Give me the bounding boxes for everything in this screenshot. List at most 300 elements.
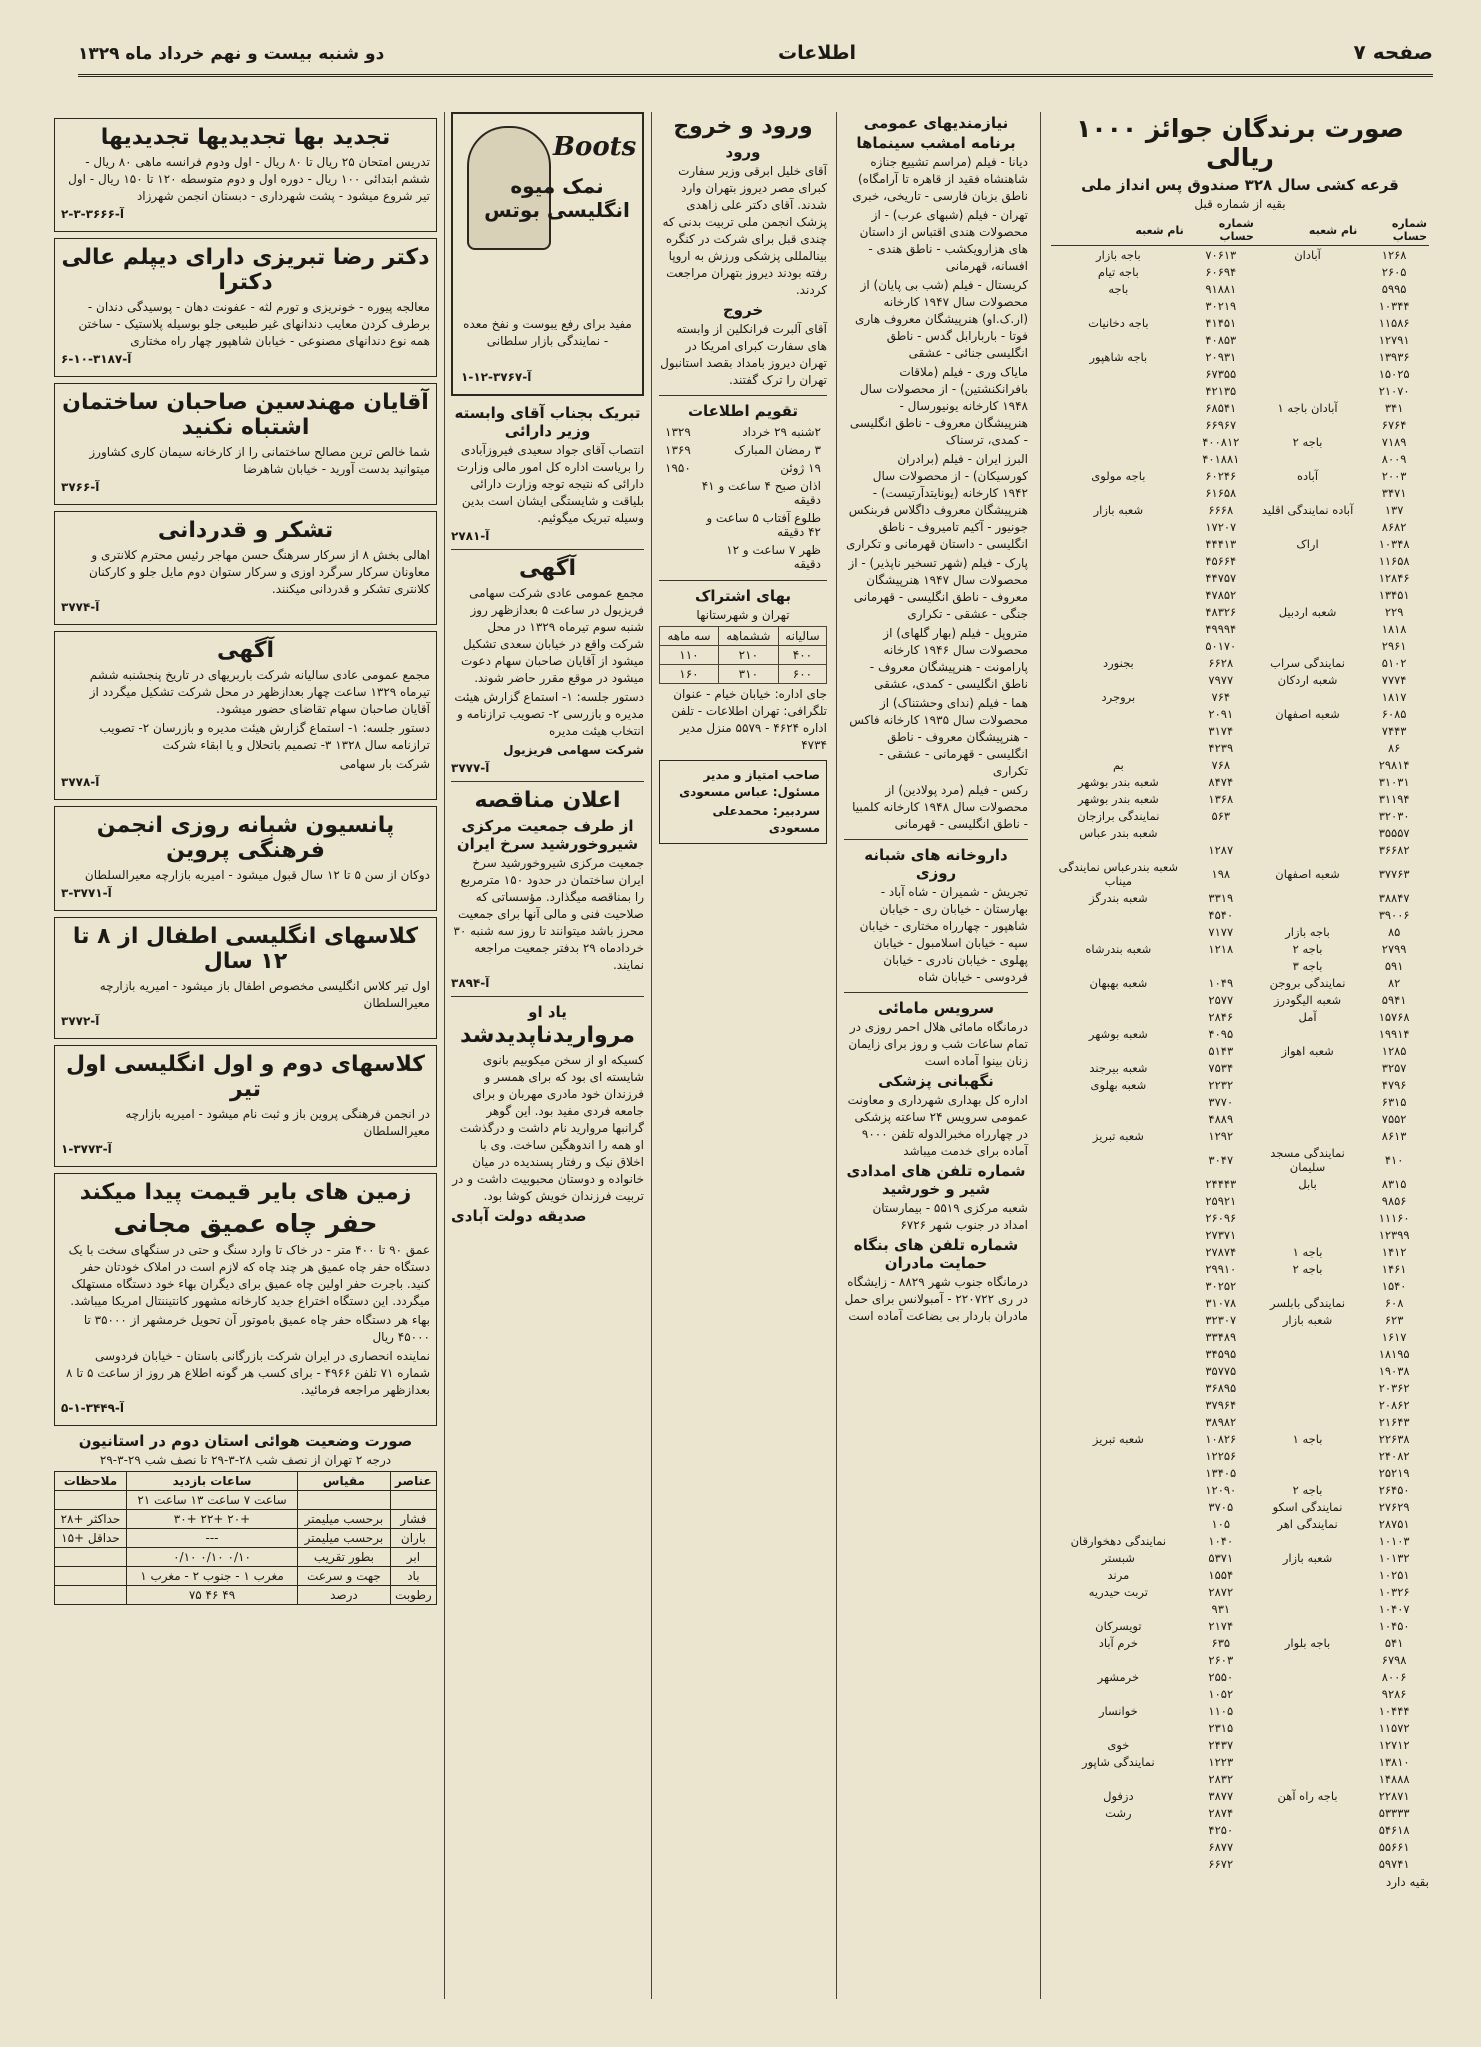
news-column [653,112,833,850]
calendar-cell: ۲شنبه ۲۹ خرداد [742,425,821,439]
table-cell: ۵۰۱۷۰ [1205,638,1237,653]
table-cell: ۱۲۲۵۶ [1205,1448,1237,1463]
classified-ad [54,917,437,1039]
table-cell: شعبه بیرجند [1089,1060,1148,1075]
table-row [1051,722,1429,739]
ad-text: اول تیر کلاس انگلیسی مخصوص اطفال باز میشود - امیریه بازارچه معیرالسلطان [99,979,430,1010]
table-cell: ۶۱۶۵۸ [1205,485,1237,500]
table-row [1051,1838,1429,1855]
table-cell [1186,824,1256,841]
ad-subtitle: حفر چاه عمیق مجانی [113,1209,378,1238]
table-cell: ۷۷۷۴ [1381,672,1407,687]
editor-line-1: صاحب امتیاز و مدیر مسئول: عباس مسعودی [679,768,820,799]
midwife-text: درمانگاه مامائی هلال احمر روزی در تمام ساعات شب و روز برای زایمان زنان بینوا آماده است [848,1020,1028,1068]
subscription-cell: ۴۰۰ [778,646,826,665]
issue-date: دو شنبه بیست و نهم خرداد ماه ۱۳۲۹ [78,44,385,64]
cinema-item: رکس - فیلم (مرد پولادین) از محصولات سال ۱۹۴۸ کارخانه کلمبیا - ناطق انگلیسی - قهرمانی [852,783,1028,831]
cinema-item: کریستال - فیلم (شب بی پایان) از محصولات سال ۱۹۴۷ کارخانه (ار.ک.او) هنرپیشگان معروف هاری فوتا - باربارابل گدس - ناطق انگلیسی جنائی - عشقی [854,278,1028,360]
subscription-cell: ۲۱۰ [718,646,778,665]
subscription-sub: تهران و شهرستانها [696,608,790,622]
table-cell [1051,1770,1186,1787]
table-row [1051,280,1429,297]
table-cell: ۳۷۹۶۴ [1205,1397,1237,1412]
table-cell: ۷۴۴۳ [1381,723,1407,738]
pharmacies-text: تجریش - شمیران - شاه آباد - بهارستان - خیابان ری - خیابان شاهپور - چهارراه مختاری - خیابان سپه - خیابان اسلامبول - خیابان پهلوی - خیابان نادری - خیابان فردوسی - خیابان شاه [859,885,1028,984]
cinema-item: دیانا - فیلم (مراسم تشییع جنازه شاهنشاه فقید از قاهره تا آرامگاه) ناطق بزبان فارسی - تاریخی، خبری [852,155,1028,203]
table-row [1051,1464,1429,1481]
table-cell [1051,1413,1186,1430]
table-cell [1051,1008,1186,1025]
editor-box [659,760,827,844]
table-cell: ۱۸۱۷ [1381,689,1407,704]
table-cell [1256,637,1359,654]
table-cell: شعبه اصفهان [1275,866,1340,881]
table-cell: ۴۸۳۲۶ [1205,604,1237,619]
table-cell: ۶۷۶۴ [1381,417,1407,432]
table-cell: ۱۳۷ [1384,502,1404,517]
table-cell [1256,1413,1359,1430]
table-cell: باجه دخانیات [1088,315,1149,330]
ad-title: آگهی [216,638,275,663]
table-cell: ۲۴۴۴۳ [1205,1176,1237,1191]
table-cell: ۷۱۷۷ [1208,924,1234,939]
refrig-notice-agenda: دستور جلسه: ۱- استماع گزارش هیئت مدیره و بازرسی ۲- تصویب ترازنامه و انتخاب هیئت مدیره [454,690,644,738]
table-cell [1256,1668,1359,1685]
table-cell [1051,331,1186,348]
table-cell [1051,1294,1186,1311]
table-header-cell: شماره حساب [1186,215,1256,246]
table-cell: شعبه تبریز [1092,1128,1144,1143]
classified-ad [54,383,437,505]
table-cell [1051,1447,1186,1464]
table-row [1051,467,1429,484]
subscription-row [660,665,827,684]
table-cell: آبادان باجه ۱ [1277,400,1338,415]
table-row [1051,263,1429,280]
classified-ad [54,118,437,232]
table-cell [1256,739,1359,756]
table-row [1051,1481,1429,1498]
table-cell: ۳۲۰۳۰ [1378,808,1410,823]
table-cell: ۱۳۴۵۱ [1378,587,1410,602]
table-cell: ۵۹۴۱ [1381,992,1407,1007]
ad-code: آ-۳۷۷۳-۱ [61,1142,112,1156]
table-cell: ۸۵ [1387,924,1401,939]
table-cell: آباده [1297,468,1319,483]
table-cell: ۶۳۵ [1211,1635,1231,1650]
table-cell: ۹۳۱ [1211,1601,1231,1616]
table-row [1051,739,1429,756]
table-cell: شعبه بهلوی [1090,1077,1147,1092]
table-cell: ۴۰۰۸۱۲ [1202,434,1240,449]
table-cell: شعبه اهواز [1281,1043,1334,1058]
weather-row [55,1567,437,1586]
table-cell: نمایندگی برازجان [1077,808,1160,823]
table-cell [1051,906,1186,923]
table-cell: نمایندگی بروجن [1269,975,1346,990]
table-cell: ۱۰۴۰۷ [1378,1601,1410,1616]
table-cell: ۲۱۶۴۳ [1378,1414,1410,1429]
table-cell: باجه بازار [1096,247,1141,262]
table-cell [1051,1719,1186,1736]
table-cell: ۸۶۱۳ [1381,1128,1407,1143]
table-cell [1256,1362,1359,1379]
table-cell: ۱۴۱۲ [1381,1244,1407,1259]
table-cell: ۷۶۴ [1211,689,1231,704]
table-cell [1051,484,1186,501]
table-cell [1051,382,1186,399]
pharmacies-title: داروخانه های شبانه روزی [864,846,1008,882]
weather-row [55,1510,437,1529]
boots-brand: Boots [553,132,637,162]
table-row [1051,671,1429,688]
table-cell [1256,484,1359,501]
weather-cell: رطوبت [390,1586,436,1605]
table-cell [1051,705,1186,722]
table-cell: ۷۶۸ [1211,757,1231,772]
subscription-table [659,626,827,684]
ad-code: آ-۳۷۶۶ [61,480,100,494]
table-cell: ۴۴۴۱۳ [1205,536,1237,551]
table-cell: ۱۰۴۴۴ [1378,1703,1410,1718]
table-cell [1256,1770,1359,1787]
table-cell: ۵۱۰۲ [1381,655,1407,670]
table-row [1051,1042,1429,1059]
table-row [1051,773,1429,790]
table-cell [1256,1736,1359,1753]
table-cell: ۴۰۱۸۸۱ [1202,451,1240,466]
table-cell: ۱۵۵۴ [1208,1567,1234,1582]
table-cell [1256,1566,1359,1583]
table-cell: ۳۶۸۹۵ [1205,1380,1237,1395]
calendar-row [661,460,825,476]
column-rule [836,112,837,1999]
subscription-header: ششماهه [718,627,778,646]
table-cell [1256,620,1359,637]
table-cell: ۱۲۹۲ [1208,1128,1234,1143]
table-cell: ۲۸۷۲ [1208,1584,1234,1599]
table-cell: رشت [1105,1805,1132,1820]
table-cell: ۲۶۴۵۰ [1378,1482,1410,1497]
table-cell [1256,1110,1359,1127]
table-row [1051,1770,1429,1787]
weather-cell: ۴۹ ۴۶ ۷۵ [126,1586,297,1605]
table-row [1051,654,1429,671]
table-cell: ۲۶۰۵ [1381,264,1407,279]
table-cell [1256,773,1359,790]
ad-code: آ-۳۱۸۷-۱۰-۶ [61,352,132,366]
memorial-subtitle: مرواریدناپدیدشد [460,1023,635,1048]
ad-text: معالجه پیوره - خونریزی و تورم لثه - عفونت دهان - پوسیدگی دندان - برطرف کردن معایب دندانهای غیر طبیعی جلو بوسیله پلاستیک - ساختن همه نوع دندانهای مصنوعی - خیابان شاهپور چهار راه مختاری [78,300,430,348]
weather-cell: برحسب میلیمتر [298,1510,391,1529]
table-cell: ۱۰۸۲۶ [1205,1431,1237,1446]
table-row [1051,501,1429,518]
table-row [1051,1736,1429,1753]
table-cell [1256,1617,1359,1634]
table-row [1051,1175,1429,1192]
table-cell [1051,1515,1186,1532]
table-cell [1051,603,1186,620]
boots-headline: نمک میوه انگلیسی بوتس [484,174,630,222]
subscription-row [660,646,827,665]
table-cell [1051,1821,1186,1838]
table-cell: ۳۲۵۷ [1381,1060,1407,1075]
ad-text: تدریس امتحان ۲۵ ریال تا ۸۰ ریال - اول ودوم فرانسه ماهی ۸۰ ریال - ششم ابتدائی ۱۰۰ ریال - دوره اول و دوم متوسطه ۱۲۰ تا ۱۵۰ ریال - اول تیر شروع میشود - پشت شهرداری - دبستان انجمن شهرزاد [68,155,430,203]
ad-company: شرکت بار سهامی [339,757,430,771]
weather-header: ساعات بازدید [126,1472,297,1491]
table-cell: شبستر [1101,1550,1135,1565]
subscription-cell: ۱۶۰ [660,665,719,684]
table-row [1051,297,1429,314]
table-cell [1256,1345,1359,1362]
table-cell [1256,1396,1359,1413]
weather-cell [55,1548,127,1567]
table-row [1051,1127,1429,1144]
table-cell: ۲۲۶۳۸ [1378,1431,1410,1446]
table-cell: ۲۰۳۶۲ [1378,1380,1410,1395]
table-cell: ۱۶۱۷ [1381,1329,1407,1344]
table-cell: ۱۹۰۳۸ [1378,1363,1410,1378]
memorial-text: کسیکه او از سخن میکوبیم بانوی شایسته ای بود که برای همسر و فرزندان خود مادری مهربان و برای جامعه فردی مفید بود. این گوهر گرانبها مروارید نام داشت و درگذشت او همه را اندوهگین ساخت. وی با اخلاق نیک و رفتار پسندیده در میان خانواده و دوستان محبوبیت داشت و در تربیت فرزندان خویش کوشا بود. [452,1053,644,1203]
table-cell: ۳۸۸۴۷ [1378,890,1410,905]
table-cell: ۲۹۶۱ [1381,638,1407,653]
table-cell: ۴۰۸۵۳ [1205,332,1237,347]
table-cell: نمایندگی بابلسر [1270,1295,1346,1310]
table-cell [1256,586,1359,603]
table-cell: ۳۰۲۱۹ [1205,298,1237,313]
table-cell [1051,1042,1186,1059]
table-cell [1256,1379,1359,1396]
table-cell: ۲۵۲۱۹ [1378,1465,1410,1480]
table-cell: ۲۵۹۲۱ [1205,1193,1237,1208]
table-cell [1256,722,1359,739]
weather-cell: +۲۰ +۲۲ +۳۰ [126,1510,297,1529]
table-cell: ۳۰۴۷ [1208,1152,1234,1167]
table-row [1051,1345,1429,1362]
table-cell [1051,1379,1186,1396]
table-cell [1051,841,1186,858]
table-cell [1256,1277,1359,1294]
table-cell: شعبه بندرگز [1089,890,1148,905]
table-cell: ۴۸۸۹ [1208,1111,1234,1126]
refrig-company: شرکت سهامی فریزیول [503,743,644,757]
table-row [1051,1008,1429,1025]
table-cell: شعبه اردبیل [1278,604,1337,619]
weather-table [54,1471,437,1605]
table-cell: ۱۵۷۶۸ [1378,1009,1410,1024]
ad-title: کلاسهای دوم و اول انگلیسی اول تیر [66,1052,425,1102]
table-cell: باجه ۱ [1292,1431,1323,1446]
classified-ad [54,238,437,377]
table-cell: ۱۰۴۹ [1208,975,1234,990]
table-cell [1051,991,1186,1008]
memorial-title: یاد او [528,1003,567,1021]
table-cell: ۱۰۳۲۶ [1378,1584,1410,1599]
table-cell: ۱۰۴۰ [1208,1533,1234,1548]
table-cell [1256,450,1359,467]
table-row [1051,1634,1429,1651]
table-row [1051,1600,1429,1617]
memorial-signature: صدیقه دولت آبادی [451,1207,587,1225]
ad-title: آقایان مهندسین صاحبان ساختمان اشتباه نکنید [62,390,429,440]
newspaper-name: اطلاعات [778,42,857,64]
table-cell: شعبه اصفهان [1275,706,1340,721]
table-cell: ۴۱۰ [1384,1152,1404,1167]
calendar-cell [661,510,695,540]
table-cell: ۴۰۹۵ [1208,1026,1234,1041]
table-cell [1256,1651,1359,1668]
table-cell: ۱۵۴۰ [1381,1278,1407,1293]
table-row [1051,569,1429,586]
table-cell: ۴۷۸۵۲ [1205,587,1237,602]
table-cell: ۶۶۷۲ [1208,1856,1234,1871]
table-header-cell: شماره حساب [1359,215,1429,246]
table-cell: ۶۰۸ [1384,1295,1404,1310]
ad-title: پانسیون شبانه روزی انجمن فرهنگی پروین [96,813,395,863]
table-cell [1051,1838,1186,1855]
cinema-item: هما - فیلم (ندای وحشتناک) از محصولات سال ۱۹۳۵ کارخانه فاکس - هنرپیشگان معروف - ناطق انگلیسی - قهرمانی - عشقی - تکراری [849,696,1028,778]
table-row [1051,807,1429,824]
table-row [1051,433,1429,450]
table-cell: ۲۷۶۲۹ [1378,1499,1410,1514]
table-cell: ۳۱۷۴ [1208,723,1234,738]
table-cell: ۶۸۷۷ [1208,1839,1234,1854]
table-cell: ۱۰۴۵۰ [1378,1618,1410,1633]
table-row [1051,1093,1429,1110]
table-cell [1256,552,1359,569]
table-cell: شعبه بهبهان [1089,975,1148,990]
table-cell: آمل [1298,1009,1317,1024]
weather-header: عناصر [390,1472,436,1491]
table-cell: ۳۱۰۳۱ [1378,774,1410,789]
table-cell [1051,1685,1186,1702]
table-cell: بجنورد [1103,655,1134,670]
table-row [1051,416,1429,433]
table-cell: ۸۳۱۵ [1381,1176,1407,1191]
table-cell: ۵۴۱ [1384,1635,1404,1650]
table-cell: ۱۱۵۸۶ [1378,315,1410,330]
table-cell [1256,1600,1359,1617]
table-row [1051,637,1429,654]
table-row [1051,1328,1429,1345]
weather-cell: حداکثر +۲۸ [55,1510,127,1529]
table-cell: ۲۰۹۱ [1208,706,1234,721]
table-cell: ۲۷۳۷۱ [1205,1227,1237,1242]
table-cell [1051,1175,1186,1192]
table-row [1051,1226,1429,1243]
table-cell [1051,1600,1186,1617]
table-cell: ۱۱۰۵ [1208,1703,1234,1718]
table-row [1051,399,1429,416]
table-row [1051,1413,1429,1430]
table-cell [1051,1651,1186,1668]
table-cell [1256,1821,1359,1838]
table-cell [1256,906,1359,923]
calendar-row [661,542,825,572]
table-row [1051,1566,1429,1583]
table-cell: ۱۱۶۵۸ [1378,553,1410,568]
table-cell: نمایندگی شاپور [1082,1754,1155,1769]
weather-cell: باران [390,1529,436,1548]
tender-text: جمعیت مرکزی شیروخورشید سرخ ایران ساختمان در حدود ۱۵۰ مترمربع را بمناقصه میگذارد. مؤسساتی که صلاحیت فنی و مالی آنها برای جمعیت محرز باشد میتوانند تا روز سه شنبه ۳۰ خردادماه ۲۹ بدفتر جمعیت مراجعه نمایند. [453,856,644,972]
services-column [838,112,1034,1327]
table-cell: باجه ۲ [1292,434,1323,449]
table-row [1051,586,1429,603]
calendar-cell: ۳ رمضان المبارک [734,443,821,457]
table-cell: باجه ۲ [1292,1482,1323,1497]
table-cell [1256,297,1359,314]
weather-title: صورت وضعیت هوائی استان دوم در استانیون [78,1432,413,1450]
table-cell: بروجرد [1101,689,1136,704]
table-row [1051,790,1429,807]
table-cell [1051,1498,1186,1515]
table-cell: ۳۴۱ [1384,400,1404,415]
table-cell [1256,365,1359,382]
table-row [1051,1821,1429,1838]
table-cell [1051,535,1186,552]
column-rule [651,112,652,1999]
table-row [1051,824,1429,841]
table-cell: ۱۷۲۰۷ [1205,519,1237,534]
tender-title: اعلان مناقصه [474,788,621,813]
table-cell: ۴۲۵۰ [1208,1822,1234,1837]
calendar-row [661,478,825,508]
table-cell: ۳۸۷۷ [1208,1788,1234,1803]
winners-table [1051,215,1429,1872]
table-cell: ۳۱۱۹۴ [1378,791,1410,806]
cinema-item: متروپل - فیلم (بهار گلهای) از محصولات سال ۱۹۴۶ کارخانه پارامونت - هنرپیشگان معروف - ناطق انگلیسی - کمدی، عشقی [869,626,1028,691]
table-cell: ۱۰۲۵۱ [1378,1567,1410,1582]
table-row [1051,246,1429,264]
table-cell: ۷۰۶۱۳ [1205,247,1237,262]
table-cell [1256,280,1359,297]
table-header-cell: نام شعبه [1051,215,1186,246]
table-cell: ۲۸۳۲ [1208,1771,1234,1786]
table-cell: ۳۹۰۰۶ [1378,907,1410,922]
table-cell [1051,1855,1186,1872]
table-cell: ۱۰۱۳۲ [1378,1550,1410,1565]
weather-cell: ۰/۱۰ ۰/۱۰ ۰/۱۰ [126,1548,297,1567]
table-cell [1051,297,1186,314]
table-cell: شعبه بوشهر [1088,1026,1148,1041]
refrig-code: آ-۳۷۷۷ [451,761,490,775]
table-cell [1256,1192,1359,1209]
table-cell: ۶۷۹۸ [1381,1652,1407,1667]
table-cell: ۷۹۷۷ [1208,672,1234,687]
table-cell: ۱۴۸۸۸ [1378,1771,1410,1786]
table-cell [1256,314,1359,331]
phones-title-2: شماره تلفن های بنگاه حمایت مادران [853,1236,1019,1272]
table-cell: ۱۲۲۳ [1208,1754,1234,1769]
table-cell: ۱۸۱۸ [1381,621,1407,636]
table-cell: ۴۲۳۹ [1208,740,1234,755]
lottery-note: بقیه از شماره قبل [1194,197,1286,211]
weather-cell: جهت و سرعت [298,1567,391,1586]
table-cell: ۱۳۶۸ [1208,791,1234,806]
table-cell: ۱۱۱۶۰ [1378,1210,1410,1225]
table-cell: شعبه بندر عباس [1079,825,1158,840]
table-cell: باجه ۲ [1292,941,1323,956]
table-row [1051,889,1429,906]
table-cell [1051,1093,1186,1110]
boots-text: مفید برای رفع یبوست و نفخ معده - نمایندگی بازار سلطانی [463,317,632,348]
table-cell: ۳۷۷۶۳ [1378,866,1410,881]
weather-times-row [55,1491,437,1510]
table-cell [1051,1260,1186,1277]
table-cell: نمایندگی اهر [1277,1516,1338,1531]
calendar-cell: ۱۳۲۹ [665,425,691,439]
page-header [78,34,1433,77]
